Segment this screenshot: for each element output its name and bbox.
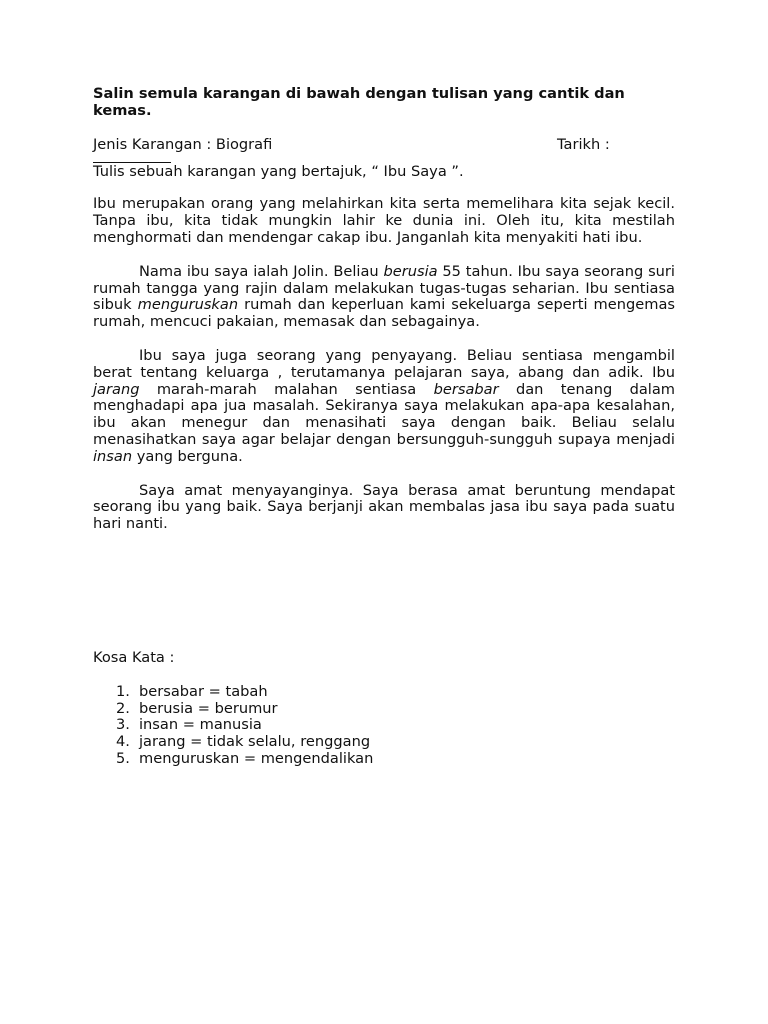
paragraph-3-italic-jarang: jarang [93,380,140,398]
meta-row [93,137,675,154]
instruction-text: Tulis sebuah karangan yang bertajuk, “ Ibu Saya ”. [93,162,464,180]
list-item-number: 4. [116,733,130,751]
paragraph-1: Ibu merupakan orang yang melahirkan kita serta memelihara kita sejak kecil. Tanpa ibu, kita tidak mungkin lahir ke dunia ini. Oleh itu, kita mestilah menghormati dan mendengar cakap ibu. Janganlah kita menyakiti hati ibu. [93,195,675,246]
paragraph-3-text-a: Ibu saya juga seorang yang penyayang. Beliau sentiasa mengambil berat tentang keluarga , terutamanya pelajaran saya, abang dan adik. Ibu [93,346,675,381]
paragraph-4: Saya amat menyayanginya. Saya berasa amat beruntung mendapat seorang ibu yang baik. Saya berjanji akan membalas jasa ibu saya pada suatu hari nanti. [93,481,675,533]
document-heading: Salin semula karangan di bawah dengan tulisan yang cantik dan kemas. [93,85,625,119]
vocabulary-list [93,684,675,768]
list-item-text: insan = manusia [139,716,262,734]
blank-underline [93,155,171,163]
paragraph-3-text-g: yang berguna. [132,447,243,465]
paragraph-3-italic-insan: insan [93,447,133,465]
list-item-number: 3. [116,716,130,734]
list-item [93,717,675,734]
document-page [93,86,675,768]
paragraph-3-text-c: marah-marah malahan sentiasa [139,380,434,398]
list-item-number: 1. [116,682,130,700]
list-item-number: 2. [116,699,130,717]
list-item [93,701,675,718]
list-item-text: berusia = berumur [139,699,278,717]
list-item [93,684,675,701]
date-label: Tarikh : [557,135,610,153]
list-item [93,734,675,751]
list-item-text: jarang = tidak selalu, renggang [139,733,371,751]
list-item [93,751,675,768]
list-item-number: 5. [116,749,130,767]
paragraph-2-italic-berusia: berusia [383,262,438,280]
paragraph-2-italic-menguruskan: menguruskan [137,296,239,314]
essay-type-label: Jenis Karangan : Biografi [93,135,273,153]
paragraph-2-text-e: rumah dan keperluan kami sekeluarga seperti mengemas rumah, mencuci pakaian, memasak dan sebagainya. [93,296,675,331]
paragraph-3-text-e: dan tenang dalam menghadapi apa jua masalah. Sekiranya saya melakukan apa-apa kesalahan, ibu akan menegur dan menasihati saya dengan baik. Beliau selalu menasihatkan saya agar belajar dengan bersungguh-sungguh supaya menjadi [93,380,675,448]
list-item-text: bersabar = tabah [139,682,268,700]
vocabulary-title: Kosa Kata : [93,648,175,666]
list-item-text: menguruskan = mengendalikan [139,749,374,767]
page-spacer [93,550,675,650]
paragraph-2-text-a: Nama ibu saya ialah Jolin. Beliau [139,262,384,280]
paragraph-2-text-c: 55 tahun. Ibu saya seorang suri rumah tangga yang rajin dalam melakukan tugas-tugas seharian. Ibu sentiasa sibuk [93,262,675,314]
paragraph-3-italic-bersabar: bersabar [433,380,499,398]
paragraph-2 [93,264,675,331]
paragraph-3 [93,348,675,466]
